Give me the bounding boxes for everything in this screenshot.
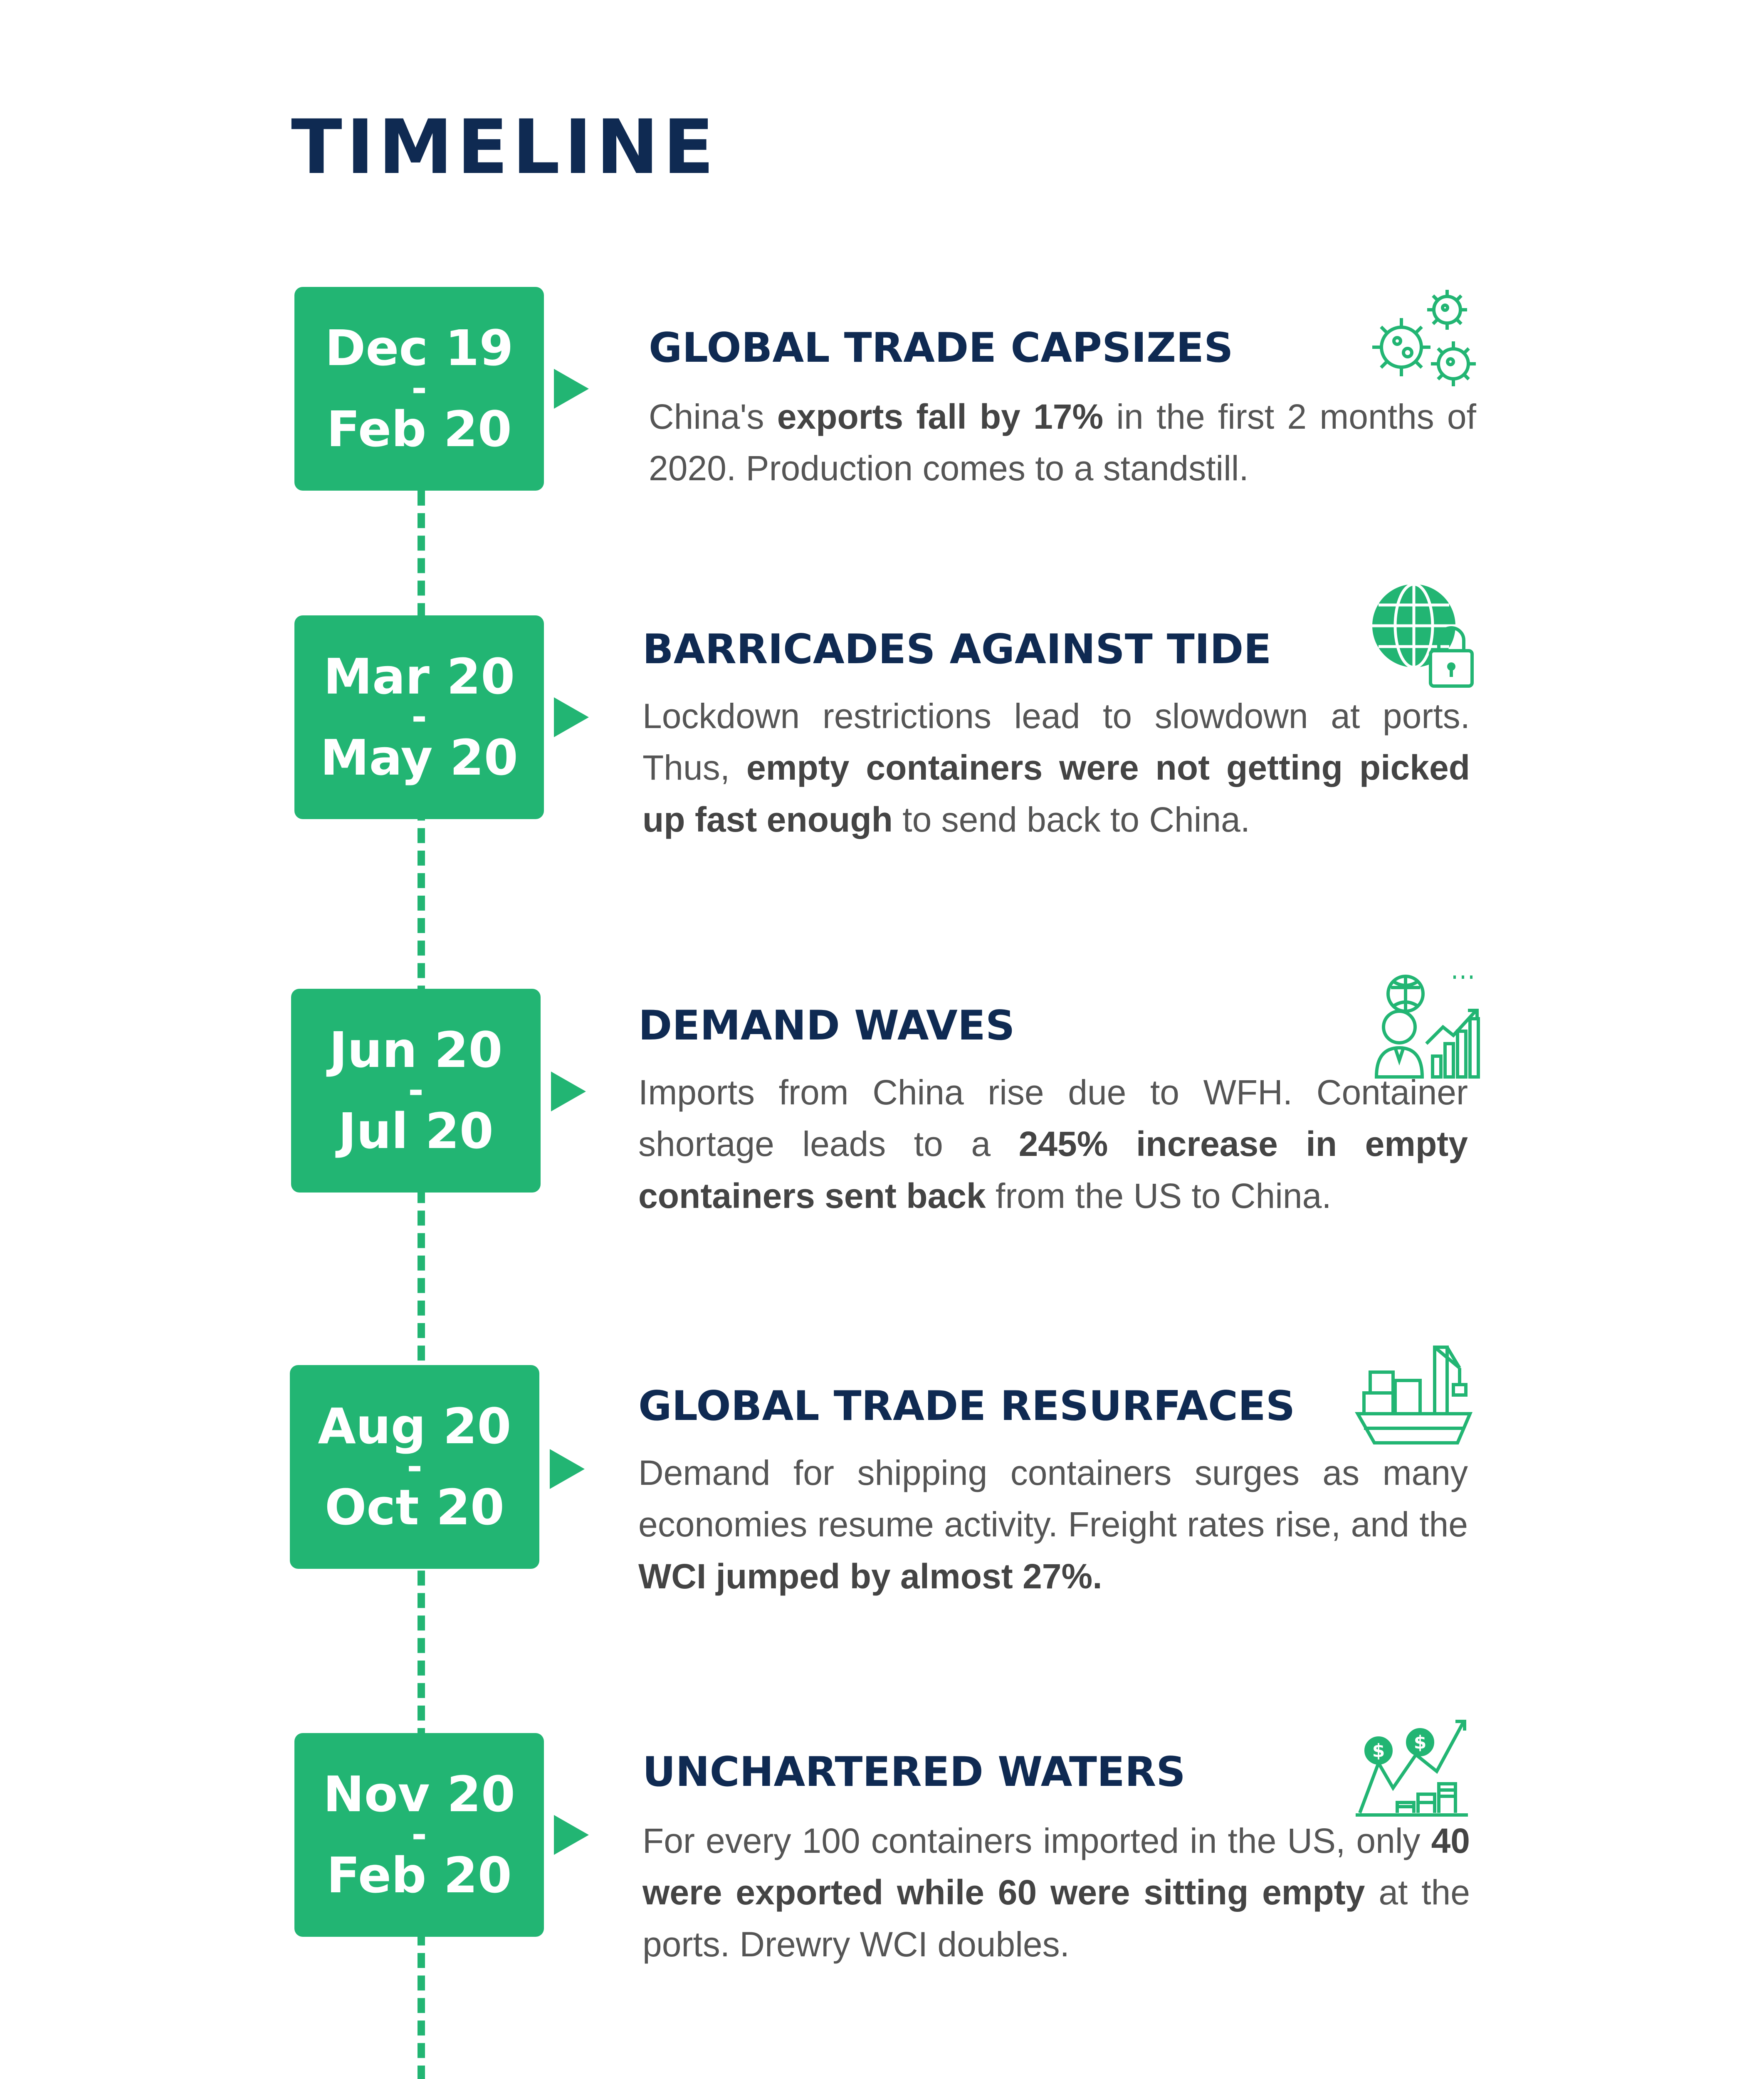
arrow-marker bbox=[550, 1449, 585, 1489]
date-separator: - bbox=[411, 367, 427, 411]
highlight-text: empty containers were not getting picked up fast enough bbox=[642, 748, 1470, 839]
date-separator: - bbox=[408, 1069, 424, 1113]
highlight-text: WCI jumped by almost 27%. bbox=[638, 1556, 1102, 1596]
description-text: from the US to China. bbox=[986, 1176, 1332, 1215]
highlight-text: 40 were exported while 60 were sitting empty bbox=[642, 1821, 1470, 1912]
entry-description bbox=[642, 1815, 1470, 1970]
date-end: Feb 20 bbox=[326, 1846, 512, 1904]
date-end: Jul 20 bbox=[338, 1102, 494, 1160]
arrow-marker bbox=[554, 697, 589, 737]
entry-title: GLOBAL TRADE CAPSIZES bbox=[649, 324, 1233, 372]
date-separator: - bbox=[411, 1813, 427, 1857]
date-start: Mar 20 bbox=[323, 647, 515, 705]
date-separator: - bbox=[407, 1445, 422, 1489]
date-start: Jun 20 bbox=[329, 1021, 503, 1079]
arrow-marker bbox=[554, 369, 589, 409]
entry-title: UNCHARTERED WATERS bbox=[642, 1748, 1186, 1796]
description-text: in the first 2 months of 2020. Production comes to a standstill. bbox=[649, 397, 1476, 488]
date-start: Nov 20 bbox=[323, 1765, 516, 1823]
entry-title: GLOBAL TRADE RESURFACES bbox=[638, 1383, 1295, 1430]
entry-description bbox=[642, 690, 1470, 845]
description-text: at the ports. Drewry WCI doubles. bbox=[642, 1873, 1470, 1964]
date-end: Oct 20 bbox=[325, 1478, 504, 1536]
svg-text:$: $ bbox=[1372, 1740, 1385, 1761]
date-box bbox=[290, 1365, 539, 1569]
page-title: TIMELINE bbox=[291, 104, 719, 191]
description-text: to send back to China. bbox=[892, 800, 1250, 839]
description-text: Demand for shipping containers surges as many economies resume activity. Freight rates rise, and the bbox=[638, 1453, 1468, 1544]
date-end: Feb 20 bbox=[326, 400, 512, 458]
date-box bbox=[294, 615, 544, 819]
date-box bbox=[291, 989, 541, 1193]
entry-description bbox=[649, 391, 1476, 494]
svg-text:$: $ bbox=[1413, 1732, 1427, 1753]
person-growth-chart-icon bbox=[1360, 965, 1485, 1089]
description-text: China's bbox=[649, 397, 777, 436]
virus-icon bbox=[1364, 279, 1489, 403]
date-box bbox=[294, 1733, 544, 1937]
entry-description bbox=[638, 1067, 1468, 1222]
description-text: Lockdown restrictions lead to slowdown at ports. Thus, bbox=[642, 696, 1470, 788]
globe-lock-icon bbox=[1360, 576, 1485, 701]
arrow-marker bbox=[551, 1072, 586, 1111]
entry-description bbox=[638, 1447, 1468, 1602]
cargo-ship-crane-icon bbox=[1351, 1331, 1476, 1455]
date-start: Dec 19 bbox=[325, 319, 514, 377]
date-box bbox=[294, 287, 544, 491]
date-end: May 20 bbox=[320, 728, 518, 786]
arrow-marker bbox=[554, 1815, 589, 1855]
description-text: Imports from China rise due to WFH. Container shortage leads to a bbox=[638, 1073, 1468, 1164]
entry-title: BARRICADES AGAINST TIDE bbox=[642, 626, 1272, 673]
description-text: For every 100 containers imported in the US, only bbox=[642, 1821, 1431, 1860]
date-separator: - bbox=[411, 695, 427, 739]
date-start: Aug 20 bbox=[318, 1397, 511, 1455]
highlight-text: exports fall by 17% bbox=[777, 397, 1104, 436]
money-growth-icon bbox=[1347, 1701, 1472, 1825]
entry-title: DEMAND WAVES bbox=[638, 1002, 1015, 1049]
highlight-text: 245% increase in empty containers sent back bbox=[638, 1124, 1468, 1215]
